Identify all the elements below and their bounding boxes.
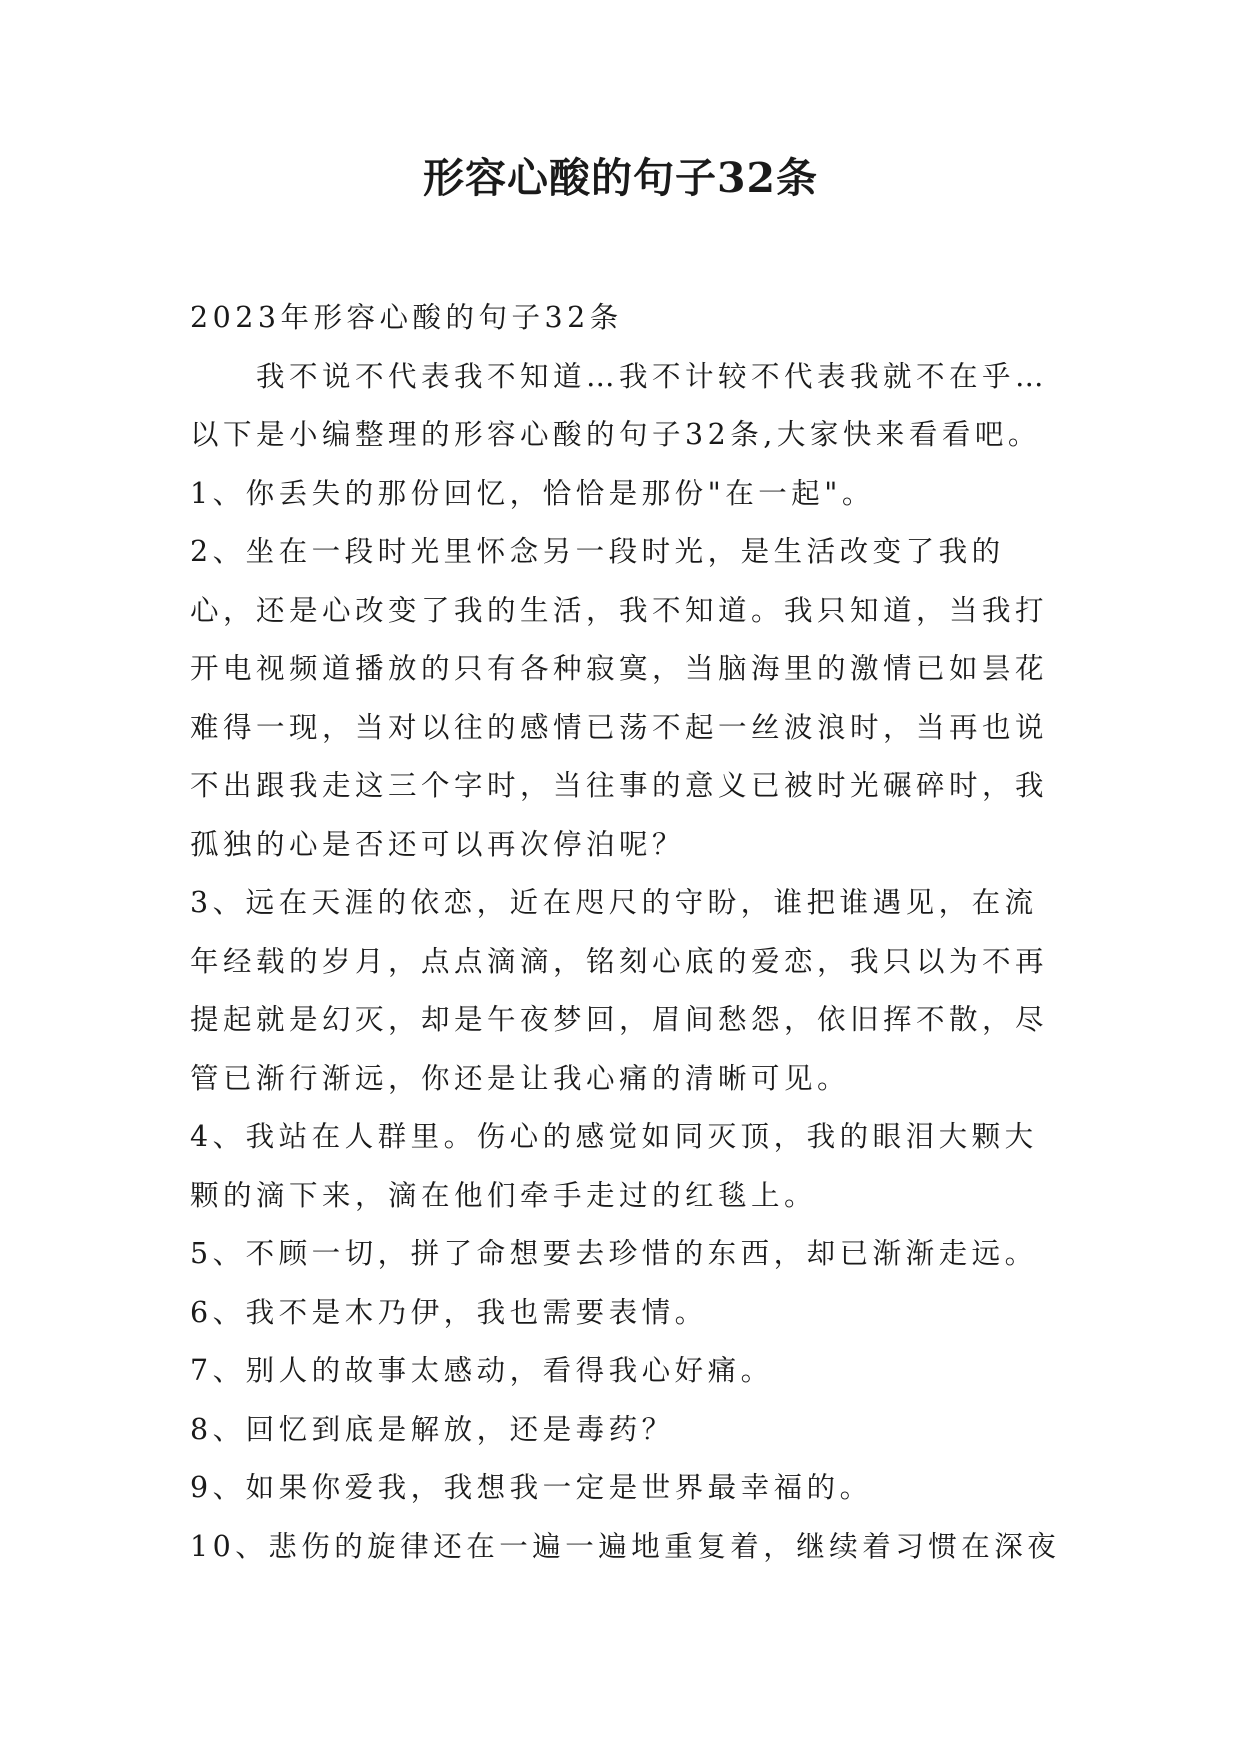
list-item: 1、你丢失的那份回忆，恰恰是那份"在一起"。	[190, 476, 875, 510]
intro-paragraph: 我不说不代表我不知道…我不计较不代表我就不在乎…以下是小编整理的形容心酸的句子32条,大家快来看看吧。	[190, 359, 1049, 451]
document-subtitle: 2023年形容心酸的句子32条	[190, 301, 623, 334]
list-item: 4、我站在人群里。伤心的感觉如同灭顶，我的眼泪大颗大颗的滴下来，滴在他们牵手走过的红毯上。	[190, 1120, 1038, 1212]
list-item: 10、悲伤的旋律还在一遍一遍地重复着，继续着习惯在深夜	[190, 1529, 1061, 1563]
list-item: 8、回忆到底是解放，还是毒药？	[190, 1412, 675, 1446]
document-body	[190, 289, 1070, 1576]
list-item: 5、不顾一切，拼了命想要去珍惜的东西，却已渐渐走远。	[190, 1237, 1038, 1270]
list-item: 9、如果你爱我，我想我一定是世界最幸福的。	[190, 1471, 873, 1504]
list-item: 7、别人的故事太感动，看得我心好痛。	[190, 1354, 774, 1387]
list-item: 6、我不是木乃伊，我也需要表情。	[190, 1295, 708, 1329]
list-item: 2、坐在一段时光里怀念另一段时光，是生活改变了我的心，还是心改变了我的生活，我不知道。我只知道，当我打开电视频道播放的只有各种寂寞，当脑海里的激情已如昙花难得一现，当对以往的感情已荡不起一丝波浪时，当再也说不出跟我走这三个字时，当往事的意义已被时光碾碎时，我孤独的心是否还可以再次停泊呢？	[190, 535, 1049, 861]
list-item: 3、远在天涯的依恋，近在咫尺的守盼，谁把谁遇见，在流年经载的岁月，点点滴滴，铭刻心底的爱恋，我只以为不再提起就是幻灭，却是午夜梦回，眉间愁怨，依旧挥不散，尽管已渐行渐远，你还是让我心痛的清晰可见。	[190, 886, 1049, 1095]
document-title: 形容心酸的句子32条	[422, 154, 819, 202]
